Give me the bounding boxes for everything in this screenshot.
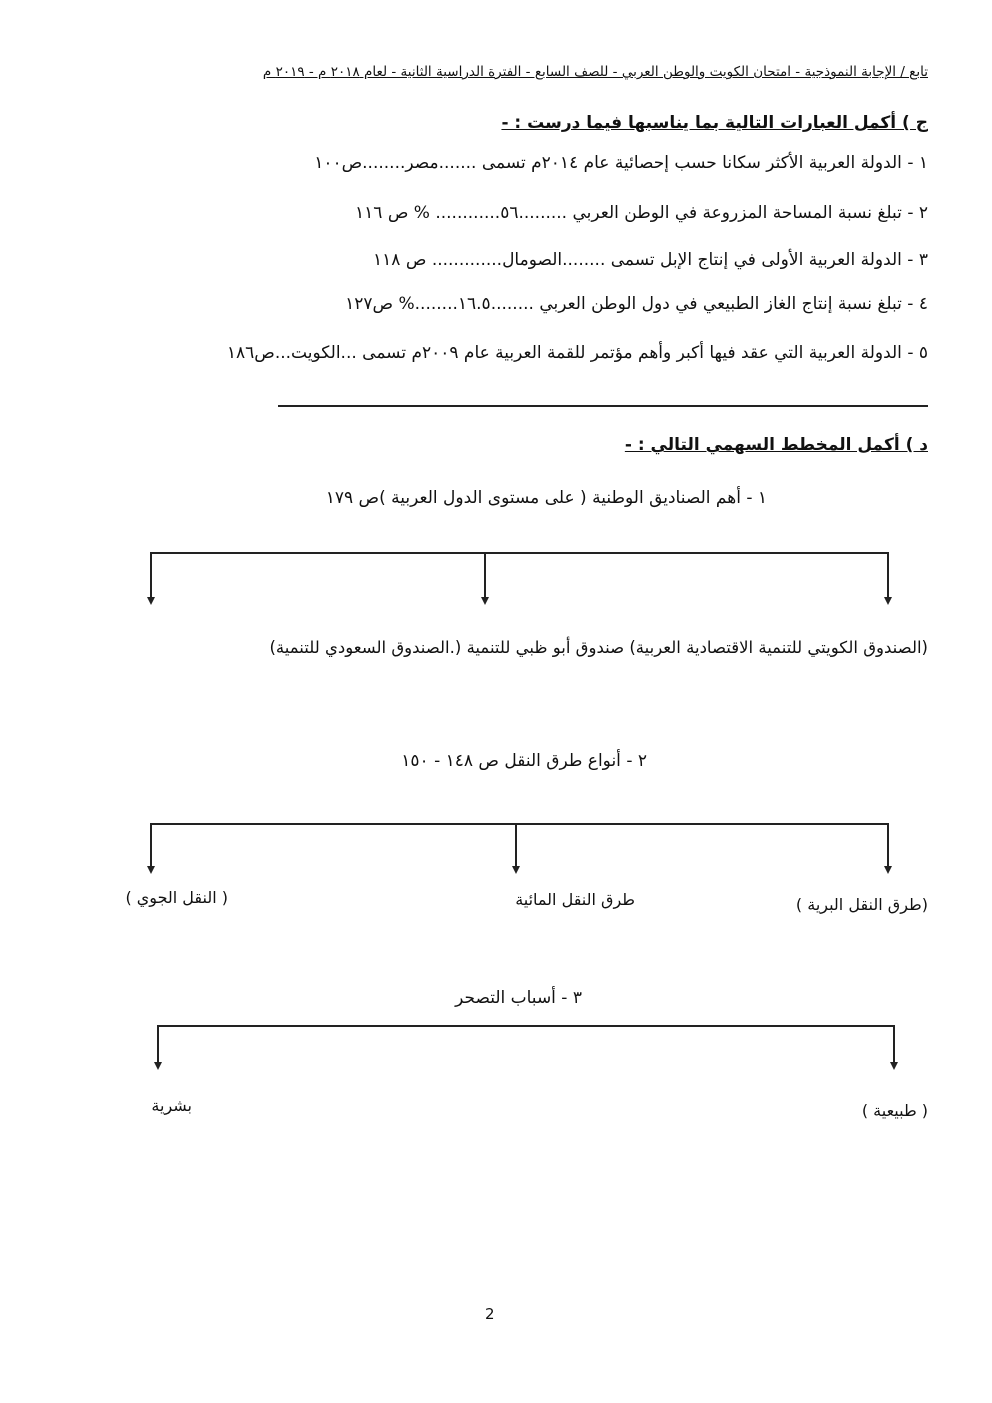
diagram-3-label: بشرية [151, 1096, 192, 1115]
page-header: تابع / الإجابة النموذجية - امتحان الكويت والوطن العربي - للصف السابع - الفترة الدراسية الثانية - لعام ٢٠١٨ م - ٢٠١٩ م [262, 64, 928, 80]
question-item: ١ - الدولة العربية الأكثر سكانا حسب إحصائية عام ٢٠١٤م تسمى .......مصر........ص١٠٠ [314, 153, 928, 173]
divider [278, 405, 928, 407]
question-item: ٢ - تبلغ نسبة المساحة المزروعة في الوطن العربي .........٥٦............ % ص ١١٦ [355, 203, 928, 223]
arrow-line [484, 552, 486, 598]
arrow-down-icon [884, 866, 892, 874]
question-item: ٤ - تبلغ نسبة إنتاج الغاز الطبيعي في دول الوطن العربي ........١٦.٥........% ص١٢٧ [345, 294, 928, 314]
arrow-line [157, 1025, 159, 1063]
diagram-2-label: (طرق النقل البرية ) [795, 895, 928, 914]
question-item: ٥ - الدولة العربية التي عقد فيها أكبر وأهم مؤتمر للقمة العربية عام ٢٠٠٩م تسمى ...الكويت...ص١٨٦ [226, 343, 928, 363]
arrow-down-icon [884, 597, 892, 605]
arrow-line [515, 823, 517, 867]
diagram-2-label: طرق النقل المائية [515, 890, 635, 909]
arrow-down-icon [154, 1062, 162, 1070]
diagram-1-title: ١ - أهم الصناديق الوطنية ( على مستوى الدول العربية )ص ١٧٩ [325, 488, 767, 508]
page-number: 2 [485, 1305, 495, 1323]
arrow-down-icon [147, 866, 155, 874]
arrow-line [893, 1025, 895, 1063]
arrow-line [887, 552, 889, 598]
diagram-2-title: ٢ - أنواع طرق النقل ص ١٤٨ - ١٥٠ [401, 751, 647, 771]
diagram-1-answer: (الصندوق الكويتي للتنمية الاقتصادية العربية) صندوق أبو ظبي للتنمية (.الصندوق السعودي للتنمية) [269, 638, 928, 657]
diagram-2-bar [150, 823, 887, 825]
arrow-down-icon [481, 597, 489, 605]
section-c-title: ج ) أكمل العبارات التالية بما يناسبها فيما درست : - [501, 113, 928, 133]
arrow-down-icon [512, 866, 520, 874]
diagram-3-bar [157, 1025, 893, 1027]
diagram-3-label: ( طبيعية ) [861, 1101, 928, 1120]
arrow-line [887, 823, 889, 867]
diagram-1-bar [150, 552, 887, 554]
question-item: ٣ - الدولة العربية الأولى في إنتاج الإبل تسمى ........الصومال............. ص ١١٨ [373, 250, 928, 270]
arrow-down-icon [890, 1062, 898, 1070]
diagram-2-label: ( النقل الجوي ) [125, 888, 228, 907]
arrow-line [150, 552, 152, 598]
section-d-title: د ) أكمل المخطط السهمي التالي : - [624, 435, 928, 455]
diagram-3-title: ٣ - أسباب التصحر [455, 988, 582, 1008]
arrow-down-icon [147, 597, 155, 605]
arrow-line [150, 823, 152, 867]
